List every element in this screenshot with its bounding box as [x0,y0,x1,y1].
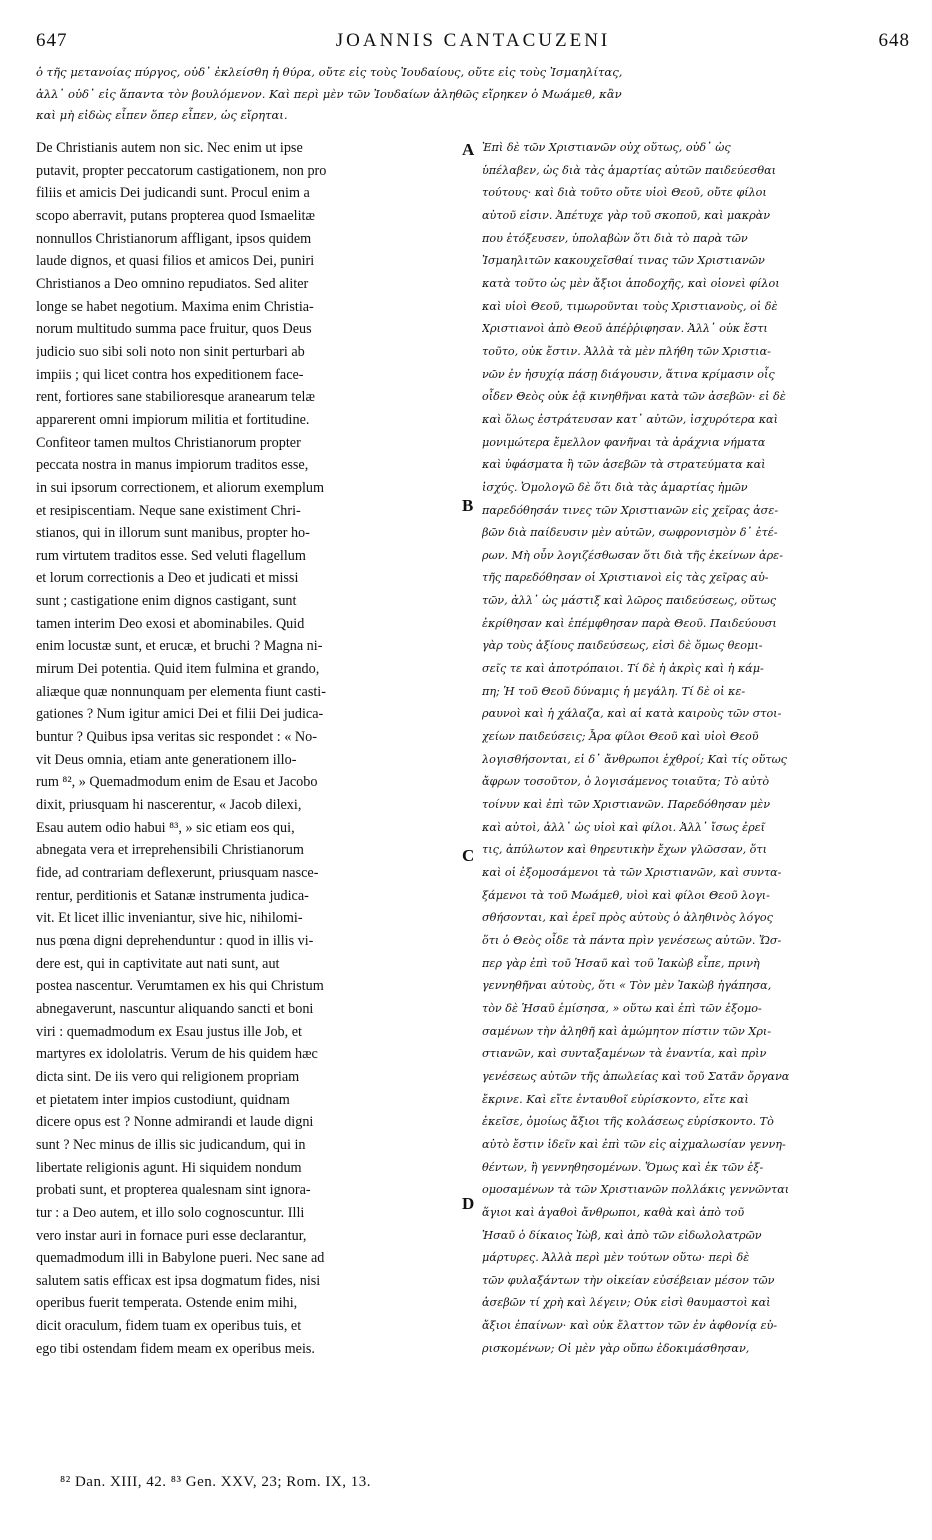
text-line: aliæque quæ nonnunquam per elementa fiunt casti- [36,683,326,700]
text-line: νῶν ἐν ἡσυχίᾳ πάσῃ διάγουσιν, ἅτινα κρίμασιν οἷς [482,367,775,381]
text-line: ego tibi ostendam fidem meam ex operibus meis. [36,1340,315,1357]
text-line: σαμένων τὴν ἀληθῆ καὶ ἀμώμητον πίστιν τῶν Χρι- [482,1024,772,1038]
text-line: libertate religionis agunt. Hi siquidem nondum [36,1159,302,1176]
text-line: et resipiscentiam. Neque sane existiment Chri- [36,502,301,519]
text-line: γὰρ τοὺς ἀξίους παιδεύσεως, εἰσὶ δὲ ὅμως θεομι- [482,639,763,653]
text-line: filiis et amicis Dei judicandi sunt. Procul enim a [36,185,310,202]
text-line: Χριστιανοὶ ἀπὸ Θεοῦ ἀπέῤῥιφησαν. Ἀλλ᾽ οὐκ ἔστι [482,322,768,336]
page-number-right: 648 [878,30,910,51]
text-line: ἀσεβῶν τί χρὴ καὶ λέγειν; Οὐκ εἰσὶ θαυμαστοὶ καὶ [482,1296,771,1310]
text-line: dicere opus est ? Nonne admirandi et laude digni [36,1114,314,1131]
text-line: ἄξιοι ἐπαίνων· καὶ οὐκ ἔλαττον τῶν ἐν ἀφθονίᾳ εὑ- [482,1319,778,1333]
text-line: tur : a Deo autem, et illo solo cognoscuntur. Illi [36,1204,305,1221]
text-line: scopo aberravit, putans propterea quod Ismaelitæ [36,207,315,224]
text-line: mirum Dei potentia. Quid item fulmina et grando, [36,661,320,678]
text-line: enim locustæ sunt, et erucæ, et bruchi ? Magna ni- [36,638,323,655]
text-line: vero instar auri in fornace puri esse declarantur, [36,1227,307,1244]
section-marker-c: C [462,846,475,865]
text-line: abnegata vera et irreprehensibili Christianorum [36,842,304,859]
text-line: longe se habet negotium. Maxima enim Christia- [36,298,314,315]
text-line: ὁ τῆς μετανοίας πύργος, οὐδ᾽ ἐκλείσθη ἡ θύρα, οὔτε εἰς τοὺς Ἰουδαίους, οὔτε εἰς τοὺς Ἰσμαηλίτας, [36,65,623,79]
text-line: judicio suo sibi soli noto non sinit perturbari ab [36,343,305,360]
text-line: σεῖς τε καὶ ἀποτρόπαιοι. Τί δὲ ἡ ἀκρὶς καὶ ἡ κάμ- [482,662,764,676]
text-line: περ γὰρ ἐπὶ τοῦ Ἡσαῦ καὶ τοῦ Ἰακὼβ εἶπε, πρινὴ [482,956,760,970]
text-line: λογισθήσονται, εἰ δ᾽ ἄνθρωποι ἐχθροί; Καὶ τίς οὕτως [482,752,787,766]
text-line: τῆς παρεδόθησαν οἱ Χριστιανοὶ εἰς τὰς χεῖρας αὐ- [482,571,769,585]
text-line: et pietatem inter impios custodiunt, quidnam [36,1091,290,1108]
text-line: norum multitudo summa pace fruitur, quos Deus [36,321,312,338]
text-line: τῶν, ἀλλ᾽ ὡς μάστιξ καὶ λῶρος παιδεύσεως, οὕτως [482,594,777,608]
text-line: κατὰ τοῦτο ὡς μὲν ἄξιοι ἀποδοχῆς, καὶ οἱονεὶ φίλοι [482,276,780,290]
text-line: gationes ? Num igitur amici Dei et filii Dei judica- [36,706,324,723]
text-line: vit. Et licet illic inveniantur, sive hic, nihilomi- [36,910,303,927]
text-line: dere est, qui in captivitate aut nati sunt, aut [36,955,280,972]
text-line: ὑπέλαβεν, ὡς διὰ τὰς ἁμαρτίας αὐτῶν παιδεύεσθαι [482,163,777,177]
page-number-left: 647 [36,30,68,51]
text-line: καὶ οἱ ἐξομοσάμενοι τὰ τῶν Χριστιανῶν, καὶ συντα- [482,866,782,879]
text-line: που ἐτόξευσεν, ὑπολαβὼν ὅτι διὰ τὸ παρὰ τῶν [482,231,748,245]
text-line: operibus fuerit temperata. Ostende enim mihi, [36,1295,298,1312]
text-line: ἐκρίθησαν καὶ ἐπέμφθησαν παρὰ Θεοῦ. Παιδεύουσι [482,616,777,630]
text-line: ἰσχύς. Ὁμολογῶ δὲ ὅτι διὰ τὰς ἁμαρτίας ἡμῶν [482,480,748,494]
text-line: μάρτυρες. Ἀλλὰ περὶ μὲν τούτων οὕτω· περὶ δὲ [482,1251,750,1265]
text-line: ρων. Μὴ οὖν λογιζέσθωσαν ὅτι διὰ τῆς ἐκείνων ἀρε- [482,548,783,562]
text-line: τούτους· καὶ διὰ τοῦτο οὔτε υἱοὶ Θεοῦ, οὔτε φίλοι [482,186,767,200]
text-line: fide, ad contrariam deflexerunt, priusquam nasce- [36,865,319,881]
text-line: καὶ ὑφάσματα ἢ τῶν ἀσεβῶν τὰ στρατεύματα καὶ [482,458,766,472]
text-line: quemadmodum illi in Babylone pueri. Nec sane ad [36,1250,325,1267]
text-line: in sui ipsorum correctionem, et aliorum exemplum [36,479,325,496]
text-line: dicit oraculum, fidem tuam ex operibus tuis, et [36,1318,302,1335]
text-line: sunt ? Nec minus de illis sic judicandum, qui in [36,1136,306,1153]
text-line: χείων παιδεύσεις; Ἆρα φίλοι Θεοῦ καὶ υἱοὶ Θεοῦ [482,730,759,744]
text-line: et lorum correctionis a Deo et judicati et missi [36,570,299,587]
section-marker-a: A [462,140,475,159]
text-line: τῶν φυλαξάντων τὴν οἰκείαν εὐσέβειαν μέσον τῶν [482,1273,775,1287]
text-line: αὐτὸ ἔστιν ἰδεῖν καὶ ἐπὶ τῶν εἰς αἰχμαλωσίαν γεννη- [482,1137,786,1151]
text-line: vit Deus omnia, etiam ante generationem illo- [36,751,297,768]
latin-column [36,137,458,1360]
text-line: καὶ ὅλως ἐστράτευσαν κατ᾽ αὐτῶν, ἰσχυρότερα καὶ [482,412,778,426]
text-line: οἶδεν Θεὸς οὐκ ἐᾷ κινηθῆναι κατὰ τῶν ἀσεβῶν· εἰ δὲ [482,390,786,404]
footnote: ⁸² Dan. XIII, 42. ⁸³ Gen. XXV, 23; Rom. IX, 13. [60,1474,371,1490]
text-line: στιανῶν, καὶ συνταξαμένων τὰ ἐναντία, καὶ πρὶν [482,1047,767,1061]
text-line: sunt ; castigatione enim dignos castigant, sunt [36,593,297,610]
text-line: βῶν διὰ παίδευσιν μὲν αὐτῶν, σωφρονισμὸν δ᾽ ἑτέ- [482,526,778,540]
text-line: peccata nostra in manus impiorum traditos esse, [36,457,309,474]
text-line: αὐτοῦ εἰσιν. Ἀπέτυχε γὰρ τοῦ σκοποῦ, καὶ μακρὰν [482,208,771,222]
greek-column [482,137,910,1360]
text-line: παρεδόθησάν τινες τῶν Χριστιανῶν εἰς χεῖρας ἀσε- [482,503,779,517]
running-title: JOANNIS CANTACUZENI [335,30,611,51]
text-line: rent, fortiores sane stabilioresque aranearum telæ [36,389,315,406]
text-line: laude dignos, et quasi filios et amicos Dei, puniri [36,253,315,270]
text-line: Ἡσαῦ ὁ δίκαιος Ἰὼβ, καὶ ἀπὸ τῶν εἰδωλολατρῶν [482,1228,762,1242]
text-line: viri : quemadmodum ex Esau justus ille Job, et [36,1023,302,1040]
text-line: τοῦτο, οὐκ ἔστιν. Ἀλλὰ τὰ μὲν πλήθη τῶν Χριστια- [482,344,771,358]
text-line: ἐκεῖσε, ὁμοίως ἄξιοι τῆς κολάσεως εὑρίσκοντο. Τὸ [482,1115,774,1129]
text-line: salutem satis efficax est ipsa dogmatum fides, nisi [36,1272,321,1289]
text-line: putavit, propter peccatorum castigationem, non pro [36,162,327,179]
text-line: πη; Ἡ τοῦ Θεοῦ δύναμις ἡ μεγάλη. Τί δὲ οἱ κε- [482,684,746,698]
section-marker-d: D [462,1194,475,1213]
text-line: ομοσαμένων τὰ τῶν Χριστιανῶν πολλάκις γεννῶνται [482,1183,790,1197]
text-line: Confiteor tamen multos Christianorum propter [36,434,301,451]
section-marker-b: B [462,496,474,515]
text-line: Ἐπὶ δὲ τῶν Χριστιανῶν οὐχ οὕτως, οὐδ᾽ ὡς [482,141,731,154]
text-line: γεννηθῆναι αὐτοὺς, ὅτι « Τὸν μὲν Ἰακὼβ ἠγάπησα, [482,979,772,993]
text-line: ἅγιοι καὶ ἀγαθοὶ ἄνθρωποι, καθὰ καὶ ἀπὸ τοῦ [482,1205,745,1219]
text-line: tamen interim Deo exosi et abominabiles. Quid [36,615,305,632]
text-line: rum virtutem traditos esse. Sed veluti flagellum [36,547,306,564]
text-line: τοίνυν καὶ ἐπὶ τῶν Χριστιανῶν. Παρεδόθησαν μὲν [482,798,771,812]
text-line: Ἰσμαηλιτῶν κακουχεῖσθαί τινας τῶν Χριστιανῶν [482,254,765,268]
text-line: martyres ex idololatris. Verum de his quidem hæc [36,1046,318,1063]
text-line: ραυνοὶ καὶ ἡ χάλαζα, καὶ αἱ κατὰ καιροὺς τῶν στοι- [482,707,782,721]
text-line: probati sunt, et propterea qualesnam sint ignora- [36,1182,311,1199]
text-line: buntur ? Quibus ipsa veritas sic respondet : « No- [36,729,317,746]
text-line: γενέσεως αὐτῶν τῆς ἀπωλείας καὶ τοῦ Σατᾶν ὄργανα [482,1069,790,1083]
text-line: ἀλλ᾽ οὐδ᾽ εἰς ἅπαντα τὸν βουλόμενον. Καὶ περὶ μὲν τῶν Ἰουδαίων ἀληθῶς εἴρηκεν ὁ Μωάμεθ, κἂν [36,86,622,101]
text-line: ἔκρινε. Καὶ εἴτε ἐνταυθοῖ εὑρίσκοντο, εἴτε καὶ [482,1092,749,1106]
greek-continuation [36,62,910,127]
text-line: stianos, qui in illorum sunt manibus, propter ho- [36,525,310,542]
text-line: σθήσονται, καὶ ἐρεῖ πρὸς αὐτοὺς ὁ ἀληθινὸς λόγος [482,911,773,925]
text-line: abnegaverunt, nascuntur aliquando sancti et boni [36,1000,314,1017]
text-line: nonnullos Christianorum affligant, ipsos quidem [36,230,312,247]
text-line: καὶ αὐτοὶ, ἀλλ᾽ ὡς υἱοὶ καὶ φίλοι. Ἀλλ᾽ ἴσως ἐρεῖ [482,820,766,834]
text-line: ἄφρων τοσοῦτον, ὁ λογισάμενος τοιαῦτα; Τὸ αὐτὸ [482,775,770,789]
page-header [36,30,910,56]
text-line: apparerent omni impiorum militia et fortitudine. [36,411,310,428]
text-line: μονιμώτερα ἔμελλον φανῆναι τὰ ἀράχνια νήματα [482,435,766,449]
text-line: ξάμενοι τὰ τοῦ Μωάμεθ, υἱοὶ καὶ φίλοι Θεοῦ λογι- [482,888,770,902]
text-line: Christianos a Deo omnino repudiatos. Sed aliter [36,275,309,292]
text-line: καὶ μὴ εἰδὼς εἶπεν ὅπερ εἶπεν, ὡς εἴρηται. [36,108,288,122]
text-line: postea nascentur. Verumtamen ex his qui Christum [36,978,324,995]
text-line: τὸν δὲ Ἡσαῦ ἐμίσησα, » οὕτω καὶ ἐπὶ τῶν ἐξομο- [482,1001,762,1015]
text-line: ρισκομένων; Οἱ μὲν γὰρ οὔπω ἐδοκιμάσθησαν, [482,1341,750,1355]
text-line: impiis ; qui licet contra hos expeditionem face- [36,366,304,383]
text-line: θέντων, ἢ γεννηθησομένων. Ὅμως καὶ ἐκ τῶν ἐξ- [482,1160,764,1174]
text-line: De Christianis autem non sic. Nec enim ut ipse [36,140,303,156]
text-line: rum ⁸², » Quemadmodum enim de Esau et Jacobo [36,774,318,791]
text-line: Esau autem odio habui ⁸³, » sic etiam eos qui, [36,819,295,836]
text-line: καὶ υἱοὶ Θεοῦ, τιμωροῦνται τοὺς Χριστιανοὺς, οἱ δὲ [482,299,778,313]
text-line: ὅτι ὁ Θεὸς οἶδε τὰ πάντα πρὶν γενέσεως αὐτῶν. Ὥσ- [482,933,782,947]
text-line: τις, ἀπύλωτον καὶ θηρευτικὴν ἔχων γλῶσσαν, ὅτι [482,843,767,857]
text-line: nus pœna digni deprehenduntur : quod in illis vi- [36,932,314,949]
text-line: dicta sint. De iis vero qui religionem propriam [36,1068,300,1085]
text-line: rentur, perditionis et Satanæ instrumenta judica- [36,887,309,904]
text-line: dixit, priusquam hi nascerentur, « Jacob dilexi, [36,797,302,814]
